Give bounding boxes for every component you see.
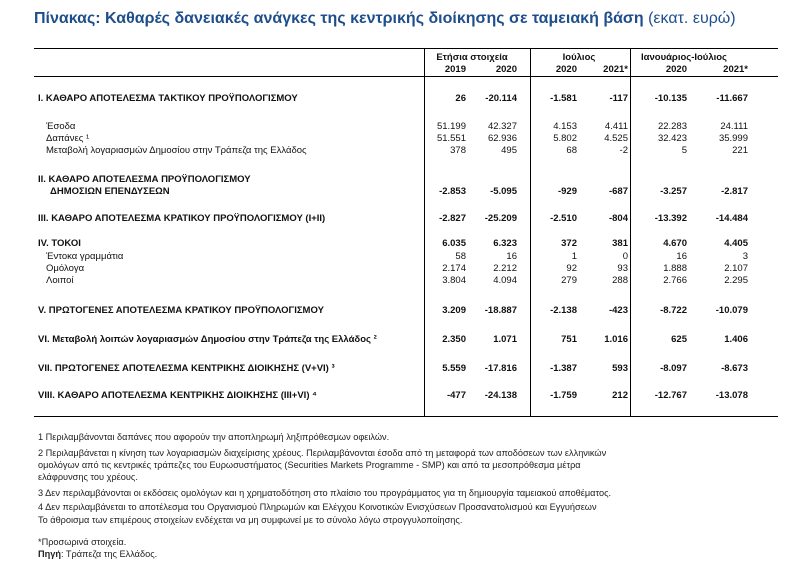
value-cell: 6.035 [442, 238, 466, 249]
value-cell: -10.135 [654, 93, 687, 104]
value-cell: 22.283 [657, 121, 687, 132]
value-cell: 212 [612, 390, 628, 401]
header-year: 2019 [444, 64, 466, 75]
value-cell: 4.153 [553, 121, 577, 132]
row-label: VΙ. Μεταβολή λοιπών λογαριασμών Δημοσίου στην Τράπεζα της Ελλάδος ² [38, 334, 377, 345]
row-label: Ι. ΚΑΘΑΡΟ ΑΠΟΤΕΛΕΣΜΑ ΤΑΚΤΙΚΟΥ ΠΡΟΫΠΟΛΟΓΙΣΜΟΥ [38, 93, 298, 104]
value-cell: 751 [561, 334, 577, 345]
header-group: Ιανουάριος-Ιούλιος [641, 52, 727, 63]
value-cell: 3.209 [442, 305, 466, 316]
divider-mid [530, 48, 531, 416]
row-label-line2: ΔΗΜΟΣΙΩΝ ΕΠΕΝΔΥΣΕΩΝ [50, 186, 170, 197]
value-cell: 1.406 [724, 334, 748, 345]
row-label: ΙΙΙ. ΚΑΘΑΡΟ ΑΠΟΤΕΛΕΣΜΑ ΚΡΑΤΙΚΟΥ ΠΡΟΫΠΟΛΟΓΙΣΜΟΥ (Ι+ΙΙ) [38, 213, 326, 224]
row-label: Έντοκα γραμμάτια [46, 251, 124, 262]
header-year: 2020 [555, 64, 577, 75]
value-cell: 1.071 [493, 334, 517, 345]
value-cell: 3.804 [442, 275, 466, 286]
value-cell: -423 [608, 305, 628, 316]
bottom-rule [34, 416, 778, 417]
value-cell: -929 [557, 186, 577, 197]
value-cell: -1.387 [550, 363, 577, 374]
value-cell: 2.212 [493, 263, 517, 274]
value-cell: 51.199 [436, 121, 466, 132]
value-cell: 5.802 [553, 133, 577, 144]
header-year: 2020 [495, 64, 517, 75]
value-cell: 4.411 [604, 121, 628, 132]
row-label: Λοιποί [46, 275, 74, 286]
header-year: 2021* [723, 64, 748, 75]
value-cell: -8.097 [660, 363, 687, 374]
value-cell: 1.888 [663, 263, 687, 274]
footnote: 1 Περιλαμβάνονται δαπάνες που αφορούν την αποπληρωμή ληξιπρόθεσμων οφειλών. [38, 432, 390, 442]
value-cell: 288 [612, 275, 628, 286]
value-cell: 58 [455, 251, 466, 262]
value-cell: -10.079 [715, 305, 748, 316]
value-cell: 24.111 [720, 121, 748, 132]
value-cell: 5.559 [442, 363, 466, 374]
row-label: Δαπάνες ¹ [46, 133, 90, 144]
value-cell: -2.138 [550, 305, 577, 316]
value-cell: 279 [561, 275, 577, 286]
source-line [38, 549, 157, 559]
value-cell: -24.138 [484, 390, 517, 401]
value-cell: 593 [612, 363, 628, 374]
source-label: Πηγή [38, 549, 61, 559]
value-cell: 68 [566, 145, 577, 156]
value-cell: 221 [732, 145, 748, 156]
footnote: 2 Περιλαμβάνεται η κίνηση των λογαριασμών διαχείρισης χρέους. Περιλαμβάνονται έσοδα από τη μεταφορά των αποδόσεων των ελληνικών [38, 448, 607, 458]
value-cell: -11.667 [716, 93, 748, 104]
value-cell: -477 [446, 390, 466, 401]
value-cell: 5 [681, 145, 687, 156]
footnote: ομολόγων από τις κεντρικές τράπεζες του Ευρωσυστήματος (Securities Markets Programme - SMP) και από τα μεσοπρόθεσμα μέτρα [38, 460, 581, 470]
header-year: 2021* [603, 64, 628, 75]
value-cell: 381 [612, 238, 628, 249]
value-cell: -2.853 [439, 186, 466, 197]
value-cell: 495 [501, 145, 517, 156]
title-main: Πίνακας: Καθαρές δανειακές ανάγκες της κεντρικής διοίκησης σε ταμειακή βάση [34, 10, 644, 27]
value-cell: 625 [671, 334, 687, 345]
value-cell: 93 [617, 263, 628, 274]
value-cell: 4.405 [724, 238, 748, 249]
value-cell: 1 [571, 251, 577, 262]
value-cell: -13.078 [715, 390, 748, 401]
value-cell: 4.094 [493, 275, 517, 286]
value-cell: -13.392 [654, 213, 687, 224]
footnote: 3 Δεν περιλαμβάνονται οι εκδόσεις ομολόγων και η χρηματοδότηση στο πλαίσιο του προγράμματος για τη δημιουργία ταμειακού αποθέματος. [38, 488, 612, 498]
value-cell: 4.525 [604, 133, 628, 144]
value-cell: -8.673 [721, 363, 748, 374]
value-cell: 4.670 [663, 238, 687, 249]
value-cell: -25.209 [484, 213, 517, 224]
value-cell: 32.423 [657, 133, 687, 144]
value-cell: -2 [619, 145, 628, 156]
value-cell: -1.759 [550, 390, 577, 401]
row-label: V. ΠΡΩΤΟΓΕΝΕΣ ΑΠΟΤΕΛΕΣΜΑ ΚΡΑΤΙΚΟΥ ΠΡΟΫΠΟΛΟΓΙΣΜΟΥ [38, 305, 324, 316]
value-cell: 16 [506, 251, 517, 262]
value-cell: 2.174 [442, 263, 466, 274]
value-cell: -14.484 [715, 213, 748, 224]
value-cell: -117 [609, 93, 628, 104]
value-cell: 92 [566, 263, 577, 274]
value-cell: -687 [608, 186, 628, 197]
value-cell: -2.827 [439, 213, 466, 224]
header-group: Ιούλιος [562, 52, 596, 63]
footnote: ελάφρυνσης του χρέους. [38, 472, 138, 482]
value-cell: 16 [676, 251, 687, 262]
header-rule [34, 76, 778, 77]
divider-right [630, 48, 631, 416]
row-label: Μεταβολή λογαριασμών Δημοσίου στην Τράπεζα της Ελλάδος [46, 145, 307, 156]
value-cell: 51.551 [436, 133, 466, 144]
value-cell: -8.722 [660, 305, 687, 316]
value-cell: 372 [561, 238, 577, 249]
row-label: VΙΙΙ. ΚΑΘΑΡΟ ΑΠΟΤΕΛΕΣΜΑ ΚΕΝΤΡΙΚΗΣ ΔΙΟΙΚΗΣΗΣ (ΙΙΙ+VΙ) ⁴ [38, 390, 317, 401]
value-cell: 0 [622, 251, 628, 262]
value-cell: -18.887 [484, 305, 517, 316]
value-cell: 1.016 [604, 334, 628, 345]
value-cell: 2.766 [663, 275, 687, 286]
row-label: VΙΙ. ΠΡΩΤΟΓΕΝΕΣ ΑΠΟΤΕΛΕΣΜΑ ΚΕΝΤΡΙΚΗΣ ΔΙΟΙΚΗΣΗΣ (V+VI) ³ [38, 363, 335, 374]
value-cell: -12.767 [654, 390, 687, 401]
divider-left [424, 48, 425, 416]
source-text: : Τράπεζα της Ελλάδος. [60, 549, 158, 559]
value-cell: -2.510 [550, 213, 577, 224]
header-year: 2020 [665, 64, 687, 75]
value-cell: -17.816 [484, 363, 517, 374]
row-label: ΙV. ΤΟΚΟΙ [38, 238, 81, 249]
footnote: Το άθροισμα των επιμέρους στοιχείων ενδέχεται να μη συμφωνεί με το σύνολο λόγω στρογγυλοποίησης. [38, 515, 463, 525]
value-cell: 2.107 [724, 263, 748, 274]
footnote: 4 Δεν περιλαμβάνεται το αποτέλεσμα του Οργανισμού Πληρωμών και Ελέγχου Κοινοτικών Ενισχύσεων Προσανατολισμού και Εγγυήσεων [38, 502, 597, 512]
row-label: Έσοδα [46, 121, 76, 132]
value-cell: -20.114 [485, 93, 517, 104]
table-title [34, 10, 736, 28]
value-cell: 3 [742, 251, 748, 262]
header-group: Ετήσια στοιχεία [436, 52, 508, 63]
value-cell: -2.817 [721, 186, 748, 197]
value-cell: 42.327 [487, 121, 517, 132]
value-cell: 26 [455, 93, 466, 104]
value-cell: 2.350 [442, 334, 466, 345]
value-cell: 35.999 [718, 133, 748, 144]
row-label: ΙΙ. ΚΑΘΑΡΟ ΑΠΟΤΕΛΕΣΜΑ ΠΡΟΫΠΟΛΟΓΙΣΜΟΥ [38, 174, 251, 185]
value-cell: 2.295 [724, 275, 748, 286]
top-rule [34, 48, 778, 49]
value-cell: 378 [450, 145, 466, 156]
value-cell: 62.936 [487, 133, 517, 144]
title-unit: (εκατ. ευρώ) [648, 10, 736, 27]
value-cell: -1.581 [550, 93, 577, 104]
value-cell: 6.323 [493, 238, 517, 249]
row-label: Ομόλογα [46, 263, 85, 274]
value-cell: -3.257 [660, 186, 687, 197]
value-cell: -804 [608, 213, 628, 224]
value-cell: -5.095 [490, 186, 517, 197]
provisional-note: *Προσωρινά στοιχεία. [38, 537, 127, 547]
